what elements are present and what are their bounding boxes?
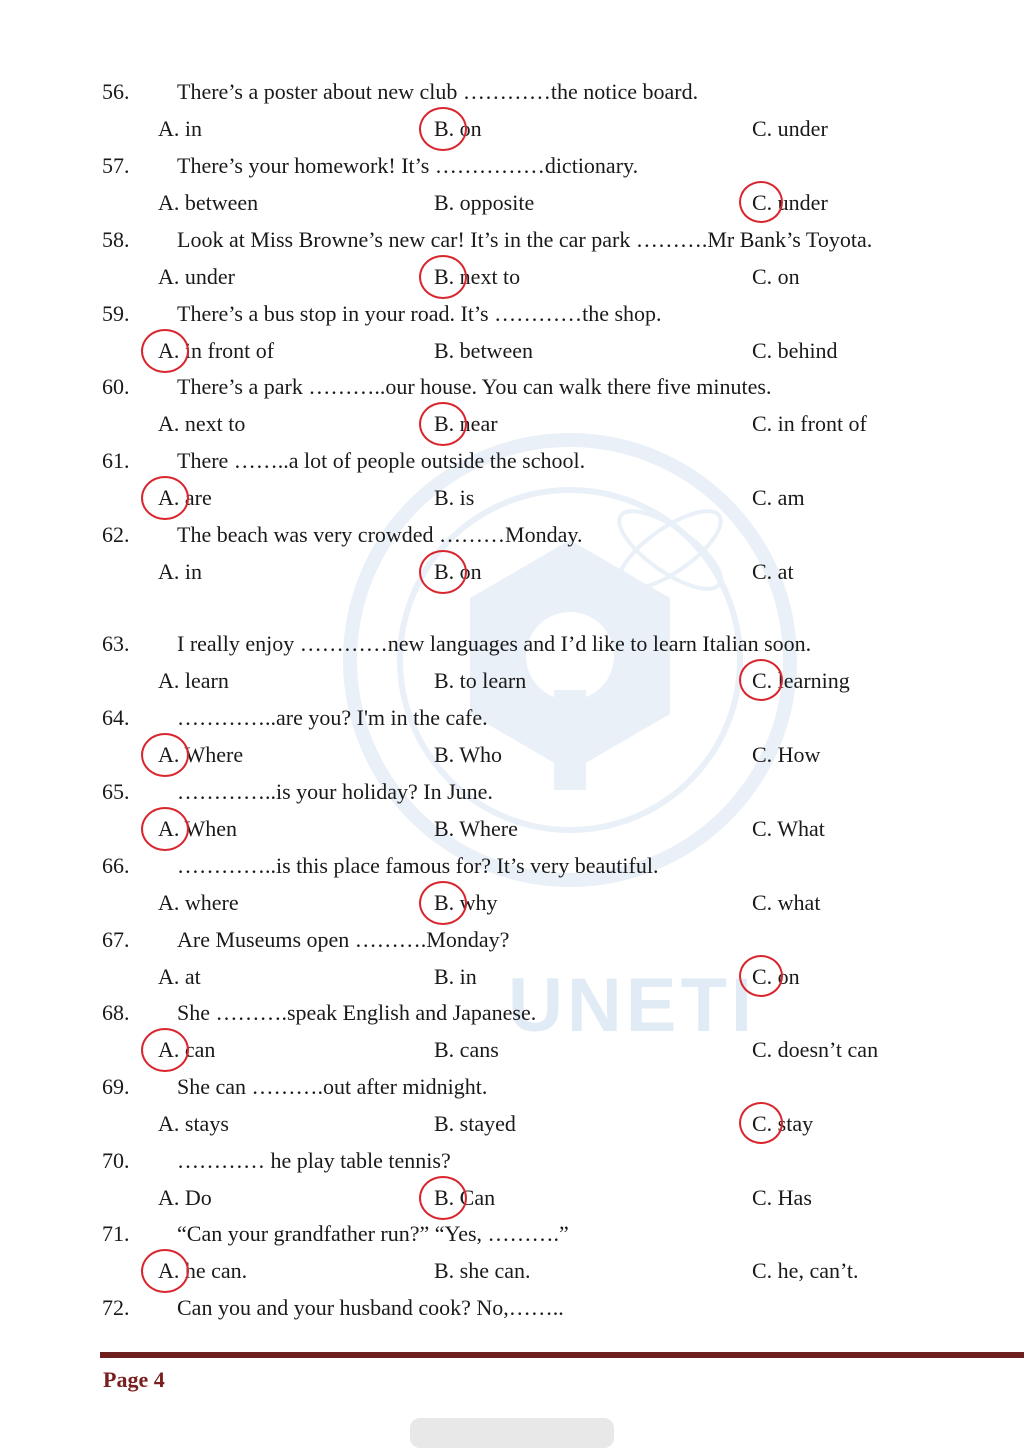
question-number: 60. — [102, 374, 130, 399]
option-b — [434, 190, 534, 216]
option-label: A. next to — [158, 411, 246, 436]
option-b — [434, 559, 482, 585]
option-label: B. Where — [434, 816, 518, 841]
option-label: B. Can — [434, 1185, 496, 1210]
option-b — [434, 668, 526, 694]
question-text: I really enjoy …………new languages and I’d like to learn Italian soon. — [177, 631, 812, 656]
option-label: C. behind — [752, 338, 838, 363]
option-b — [434, 1111, 516, 1137]
option-label: B. why — [434, 890, 498, 915]
option-c — [752, 485, 805, 511]
question-number: 61. — [102, 448, 130, 473]
question-item — [0, 1221, 1024, 1295]
option-label: C. on — [752, 264, 800, 289]
option-label: B. cans — [434, 1037, 499, 1062]
option-label: B. to learn — [434, 668, 527, 693]
question-text: There’s a park ………..our house. You can walk there five minutes. — [177, 374, 772, 399]
option-a — [158, 964, 201, 990]
option-b — [434, 411, 498, 437]
option-c — [752, 890, 820, 916]
option-a — [158, 190, 258, 216]
option-b — [434, 742, 502, 768]
question-text: There’s your homework! It’s ……………dictionary. — [177, 153, 639, 178]
option-label: A. in — [158, 559, 202, 584]
option-b — [434, 116, 482, 142]
question-text: She can ……….out after midnight. — [177, 1074, 488, 1099]
question-number: 64. — [102, 705, 130, 730]
question-item — [0, 522, 1024, 596]
question-number: 57. — [102, 153, 130, 178]
option-label: B. on — [434, 559, 482, 584]
option-c — [752, 264, 800, 290]
option-a — [158, 742, 243, 768]
question-number: 63. — [102, 631, 130, 656]
option-label: C. am — [752, 485, 805, 510]
option-c — [752, 964, 800, 990]
question-text: …………..are you? I'm in the cafe. — [177, 705, 488, 730]
option-label: C. under — [752, 190, 828, 215]
option-label: B. between — [434, 338, 533, 363]
option-c — [752, 116, 828, 142]
question-text: Can you and your husband cook? No,…….. — [177, 1295, 564, 1320]
option-a — [158, 816, 237, 842]
option-label: C. How — [752, 742, 821, 767]
option-label: A. between — [158, 190, 259, 215]
option-a — [158, 1185, 212, 1211]
option-b — [434, 816, 518, 842]
option-label: B. is — [434, 485, 475, 510]
question-text: …………..is your holiday? In June. — [177, 779, 493, 804]
question-number: 59. — [102, 301, 130, 326]
option-label: C. at — [752, 559, 794, 584]
option-c — [752, 1037, 878, 1063]
option-c — [752, 1185, 812, 1211]
option-label: A. When — [158, 816, 238, 841]
question-item — [0, 1148, 1024, 1222]
option-c — [752, 190, 828, 216]
option-a — [158, 559, 202, 585]
option-label: B. stayed — [434, 1111, 516, 1136]
option-label: B. Who — [434, 742, 503, 767]
question-item — [0, 853, 1024, 927]
option-c — [752, 338, 838, 364]
option-label: A. learn — [158, 668, 229, 693]
option-a — [158, 338, 274, 364]
question-text: …………..is this place famous for? It’s very beautiful. — [177, 853, 659, 878]
option-a — [158, 411, 245, 437]
question-item — [0, 1000, 1024, 1074]
question-number: 72. — [102, 1295, 130, 1320]
page-number: Page 4 — [103, 1367, 165, 1392]
question-number: 70. — [102, 1148, 130, 1173]
question-number: 67. — [102, 927, 130, 952]
option-label: B. in — [434, 964, 477, 989]
question-item — [0, 927, 1024, 1001]
option-c — [752, 816, 825, 842]
option-b — [434, 890, 498, 916]
question-number: 65. — [102, 779, 130, 804]
option-label: C. on — [752, 964, 800, 989]
question-text: “Can your grandfather run?” “Yes, ……….” — [177, 1221, 569, 1246]
question-number: 58. — [102, 227, 130, 252]
option-c — [752, 742, 820, 768]
question-item — [0, 448, 1024, 522]
question-text: ………… he play table tennis? — [177, 1148, 451, 1173]
option-label: C. What — [752, 816, 825, 841]
option-label: A. in — [158, 116, 202, 141]
option-label: B. near — [434, 411, 498, 436]
question-item — [0, 227, 1024, 301]
option-a — [158, 668, 229, 694]
option-label: C. under — [752, 116, 828, 141]
question-number: 66. — [102, 853, 130, 878]
question-number: 71. — [102, 1221, 130, 1246]
question-item — [0, 779, 1024, 853]
option-b — [434, 964, 477, 990]
question-item — [0, 301, 1024, 375]
option-label: B. next to — [434, 264, 521, 289]
watermark-text: UNETI — [508, 963, 756, 1048]
option-label: A. in front of — [158, 338, 275, 363]
option-label: A. where — [158, 890, 239, 915]
option-a — [158, 1111, 229, 1137]
option-a — [158, 485, 212, 511]
option-label: A. Where — [158, 742, 244, 767]
question-number: 62. — [102, 522, 130, 547]
question-text: There’s a bus stop in your road. It’s …………the shop. — [177, 301, 662, 326]
option-b — [434, 338, 533, 364]
option-label: A. at — [158, 964, 201, 989]
question-text: There ……..a lot of people outside the school. — [177, 448, 586, 473]
option-label: C. what — [752, 890, 821, 915]
question-text: There’s a poster about new club …………the notice board. — [177, 79, 699, 104]
option-label: A. under — [158, 264, 235, 289]
option-a — [158, 264, 235, 290]
option-c — [752, 668, 850, 694]
question-text: Are Museums open ……….Monday? — [177, 927, 510, 952]
option-c — [752, 411, 867, 437]
option-a — [158, 890, 239, 916]
question-item — [0, 153, 1024, 227]
option-b — [434, 264, 520, 290]
option-a — [158, 1037, 215, 1063]
option-label: A. he can. — [158, 1258, 248, 1283]
option-label: C. in front of — [752, 411, 867, 436]
question-item — [0, 631, 1024, 705]
option-b — [434, 1037, 499, 1063]
question-text: The beach was very crowded ………Monday. — [177, 522, 583, 547]
option-c — [752, 559, 794, 585]
question-number: 68. — [102, 1000, 130, 1025]
question-text: She ……….speak English and Japanese. — [177, 1000, 537, 1025]
option-label: B. she can. — [434, 1258, 531, 1283]
option-label: C. doesn’t can — [752, 1037, 879, 1062]
option-label: A. are — [158, 485, 212, 510]
page-indicator-pill — [410, 1418, 614, 1448]
option-b — [434, 485, 474, 511]
option-c — [752, 1258, 859, 1284]
question-item — [0, 374, 1024, 448]
option-b — [434, 1258, 531, 1284]
option-label: C. Has — [752, 1185, 812, 1210]
option-label: A. can — [158, 1037, 216, 1062]
option-b — [434, 1185, 495, 1211]
option-label: A. stays — [158, 1111, 229, 1136]
question-item — [0, 705, 1024, 779]
question-item — [0, 1074, 1024, 1148]
question-item — [0, 79, 1024, 153]
option-label: C. he, can’t. — [752, 1258, 859, 1283]
option-label: C. learning — [752, 668, 850, 693]
question-number: 56. — [102, 79, 130, 104]
footer-divider — [100, 1352, 1024, 1358]
option-label: A. Do — [158, 1185, 212, 1210]
question-number: 69. — [102, 1074, 130, 1099]
option-a — [158, 116, 202, 142]
option-a — [158, 1258, 247, 1284]
option-c — [752, 1111, 813, 1137]
option-label: B. opposite — [434, 190, 535, 215]
option-label: B. on — [434, 116, 482, 141]
option-label: C. stay — [752, 1111, 814, 1136]
question-text: Look at Miss Browne’s new car! It’s in the car park ……….Mr Bank’s Toyota. — [177, 227, 873, 252]
